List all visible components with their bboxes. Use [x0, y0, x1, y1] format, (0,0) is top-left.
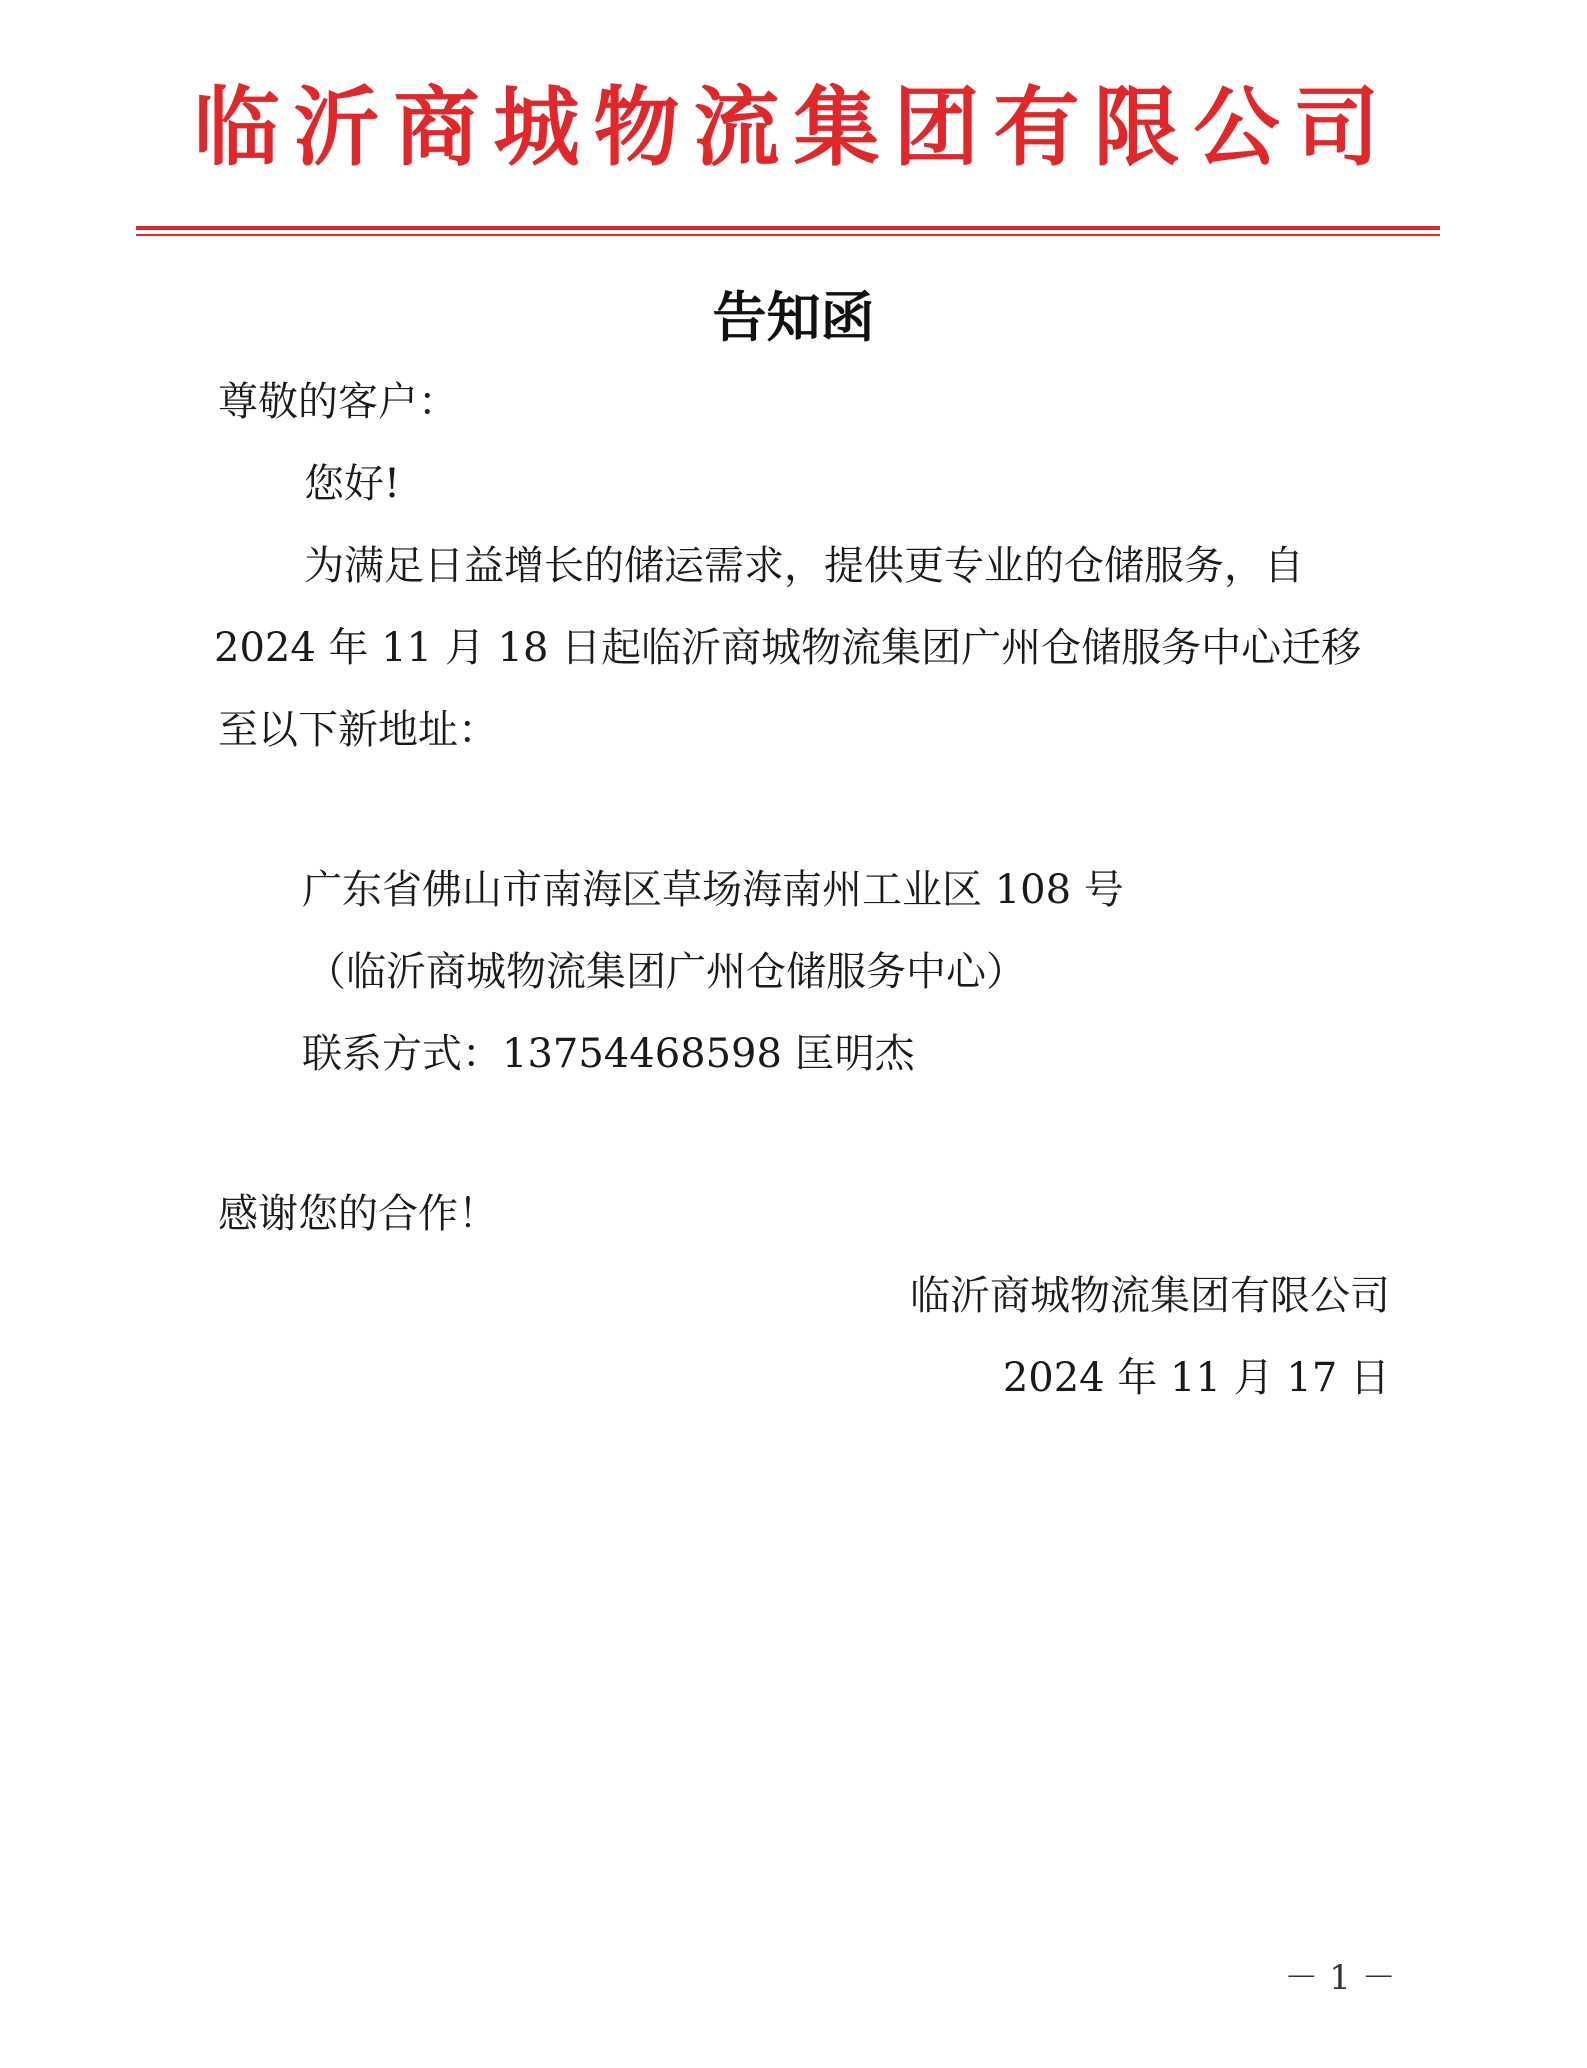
salutation: 尊敬的客户： [218, 379, 458, 425]
letterhead-divider-thick [136, 226, 1440, 230]
body-line-3: 至以下新地址： [218, 707, 498, 753]
letterhead-company-name: 临沂商城物流集团有限公司 [193, 77, 1394, 178]
new-address: 广东省佛山市南海区草场海南州工业区 108 号 [302, 867, 1124, 913]
document-title: 告知函 [712, 285, 875, 349]
letterhead-divider-thin [136, 234, 1440, 236]
greeting: 您好! [304, 461, 401, 507]
page-number: － 1 － [1284, 1958, 1396, 1998]
contact-info: 联系方式：13754468598 匡明杰 [302, 1031, 915, 1077]
signature-company: 临沂商城物流集团有限公司 [910, 1273, 1390, 1319]
body-line-1: 为满足日益增长的储运需求，提供更专业的仓储服务，自 [304, 543, 1304, 589]
closing-thanks: 感谢您的合作！ [218, 1191, 498, 1237]
facility-name: （临沂商城物流集团广州仓储服务中心） [306, 949, 1026, 995]
body-line-2: 2024 年 11 月 18 日起临沂商城物流集团广州仓储服务中心迁移 [214, 625, 1362, 671]
signature-date: 2024 年 11 月 17 日 [1002, 1355, 1390, 1401]
